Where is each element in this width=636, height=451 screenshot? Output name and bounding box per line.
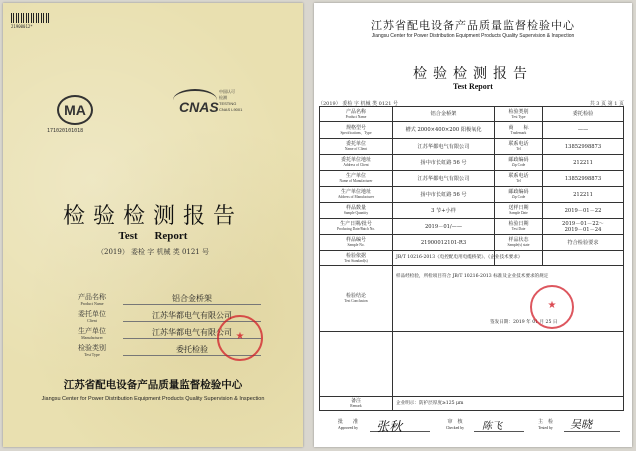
client-value: 江苏华都电气有限公司 (417, 143, 470, 150)
manufacturer-tel-label: 联系电话 Tel (508, 173, 529, 184)
cnas-line: 中国认可 (219, 89, 235, 94)
checked-by-label: 审 核 Checked by (446, 419, 465, 430)
manufacturer-zip-label: 邮政编码 Zip Code (508, 189, 529, 200)
field-label: 产品名称 Product Name (78, 293, 106, 306)
report-info-table (319, 106, 624, 411)
cover-footer-org-en: Jiangsu Center for Power Distribution Equipment Products Quality Supervision & Inspection (41, 396, 265, 402)
manufacturer-label: 生产单位 Name of Manufacturer (339, 173, 373, 184)
sample-date-label: 送样日期 Sample Date (508, 205, 529, 216)
test-type-label: 检验类别 Test Type (508, 108, 529, 119)
manufacturer-zip-value: 212211 (573, 191, 593, 198)
manufacturer-address-value: 扬中市长虹路 56 号 (420, 191, 467, 198)
tested-by-signature: 吴晓 (570, 418, 592, 431)
cover-report-number: （2019） 委检 字 机械 类 0121 号 (97, 248, 209, 256)
product-name-label: 产品名称 Product Name (345, 108, 367, 119)
cnas-line: CNAS L9001 (219, 107, 243, 112)
cover-title: 检验检测报告 (62, 204, 243, 229)
checked-by-signature: 陈飞 (482, 421, 502, 432)
client-tel-value: 13852998873 (564, 143, 602, 150)
seal-star-icon: ★ (547, 300, 557, 311)
client-address-value: 扬中市长虹路 56 号 (420, 159, 467, 166)
manufacturer-value: 江苏华都电气有限公司 (417, 175, 470, 182)
ma-certificate-number: 171020101018 (47, 128, 84, 134)
page-header-org-en: Jiangsu Center for Power Distribution Equipment Products Quality Supervision & Inspection (371, 33, 575, 39)
spec-label: 规格型号 Specifications、Type (340, 124, 372, 135)
page-count: 共 3 页 第 1 页 (589, 101, 624, 107)
barcode-image (11, 13, 51, 23)
test-standard-label: 检验依据 Test Standard(s) (344, 252, 368, 263)
approved-by-label: 批 准 Approved by (338, 419, 359, 430)
cnas-line: 检测 (219, 95, 227, 100)
sample-quantity-label: 样品数量 Sample Quantity (343, 205, 369, 216)
sample-quantity-value: 3 节+小样 (431, 207, 456, 214)
cnas-line: TESTING (219, 101, 237, 106)
manufacturer-tel-value: 13852998873 (564, 175, 602, 182)
field-label: 检验类别 Test Type (78, 344, 106, 357)
cover-title-en: Test Report (118, 230, 188, 242)
ma-certification-logo: MA (57, 95, 93, 125)
field-value: 江苏华都电气有限公司 (123, 310, 261, 322)
product-name-value: 铝合金桥架 (430, 111, 457, 117)
test-conclusion-value: 样品经检验，所检项目符合 JB/T 10216-2013 标准及企业技术要求的规定 (396, 274, 549, 279)
client-zip-label: 邮政编码 Zip Code (508, 157, 529, 168)
sample-number-label: 样品编号 Sample No. (345, 237, 366, 248)
manufacturer-address-label: 生产单位地址 Address of Manufacturer (337, 189, 375, 200)
cover-field-row (61, 293, 261, 310)
page-header-org: 江苏省配电设备产品质量监督检验中心 (371, 19, 575, 32)
client-address-label: 委托单位地址 Address of Client (340, 157, 371, 168)
issue-date: 签发日期：2019 年 01 月 25 日 (490, 320, 558, 325)
production-date-value: 2019－01/—— (424, 223, 463, 230)
spec-value: 槽式 2000×400×200 阳极氧化 (405, 127, 482, 133)
test-type-value: 委托检验 (572, 111, 594, 117)
barcode-number: 21900012* (11, 24, 33, 29)
sample-state-value: 符合检验要求 (567, 239, 599, 246)
test-date-label: 检验日期 Test Date (508, 221, 529, 232)
page-title-en: Test Report (453, 82, 493, 91)
client-zip-value: 212211 (573, 159, 593, 166)
tested-by-label: 主 检 Tested by (538, 419, 554, 430)
red-seal-stamp (217, 315, 263, 361)
field-label: 生产单位 Manufacturer (78, 327, 106, 340)
field-value: 铝合金桥架 (123, 293, 261, 305)
client-label: 委托单位 Name of Client (344, 141, 368, 152)
sample-number-value: 21900012101-R3 (420, 239, 467, 246)
trademark-label: 商 标 Trademark (508, 124, 529, 135)
cnas-logo: CNAS (179, 99, 219, 115)
cnas-side-text (219, 89, 242, 113)
remark-value: 企业明示：防护层厚度≥125 μm (396, 401, 464, 406)
field-value: 江苏华都电气有限公司 (123, 327, 261, 339)
red-seal-stamp (530, 285, 574, 329)
page-title: 检验检测报告 (413, 66, 533, 82)
seal-star-icon: ★ (235, 331, 245, 342)
approved-by-signature: 张秋 (376, 420, 403, 435)
test-standard-value: JB/T 10216-2013《电控配电用电缆桥架》、《企业技术要求》 (396, 255, 523, 260)
client-tel-label: 联系电话 Tel (508, 141, 529, 152)
trademark-value: —— (577, 127, 589, 133)
test-conclusion-label: 检验结论 Test Conclusion (344, 293, 368, 304)
signature-row (318, 413, 628, 443)
cover-footer-org: 江苏省配电设备产品质量监督检验中心 (63, 379, 243, 391)
page-report-number: （2019） 委检 字 机械 类 0121 号 (318, 101, 398, 107)
test-date-value: 2019－01－22～ 2019－01－24 (562, 220, 604, 233)
report-cover (3, 3, 303, 447)
production-date-label: 生产日期/批号 Producing Date/Batch No. (336, 221, 376, 232)
report-first-page (314, 3, 632, 447)
remark-label: 备注 Remark (350, 398, 362, 409)
field-value: 委托检验 (123, 344, 261, 356)
sample-date-value: 2019－01－22 (564, 207, 602, 214)
field-label: 委托单位 Client (78, 310, 106, 323)
sample-state-label: 样品状态 Sample(s) state (507, 237, 530, 248)
